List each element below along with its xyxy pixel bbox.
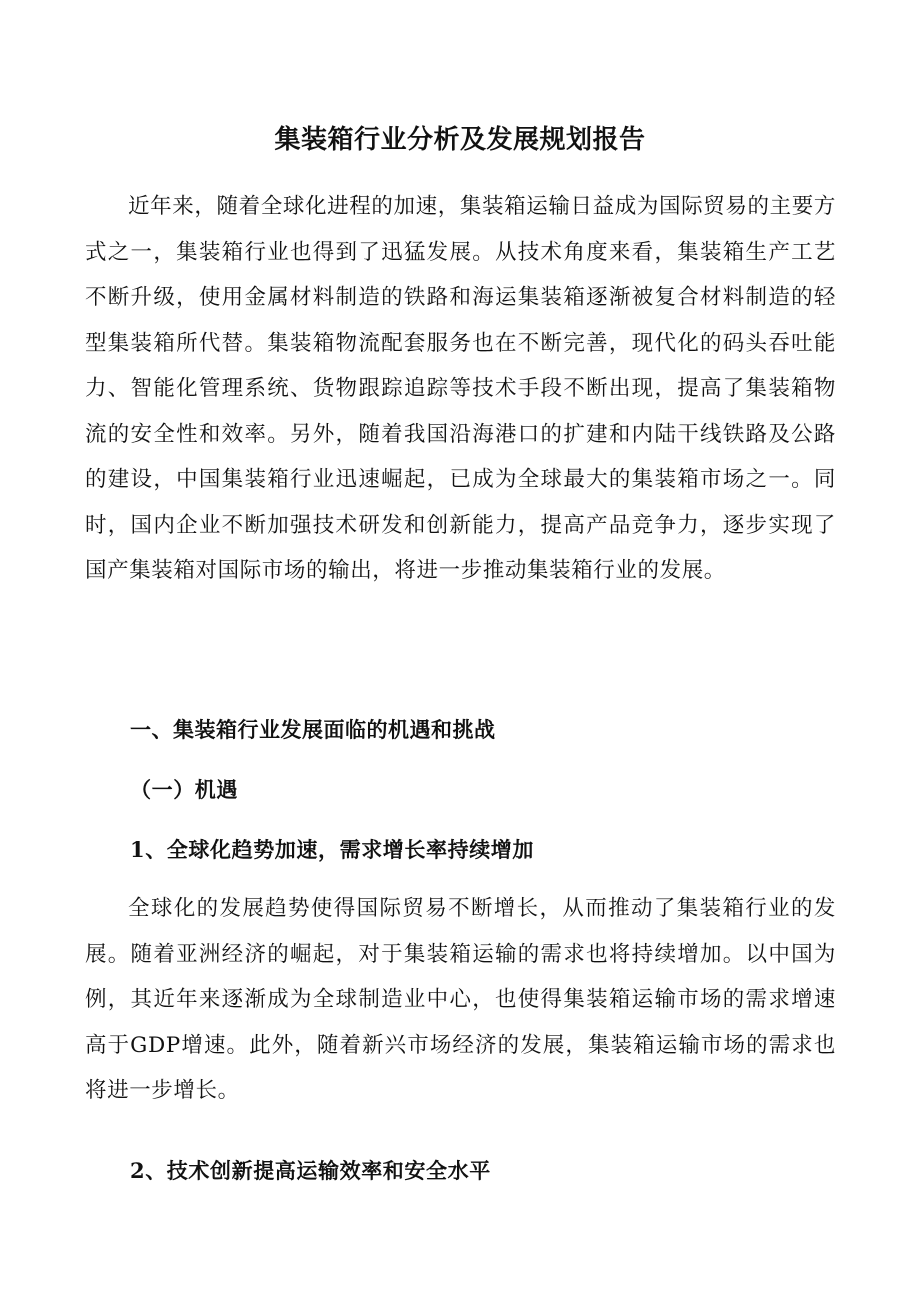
document-title: 集装箱行业分析及发展规划报告 — [274, 125, 646, 155]
item-paragraph-1: 全球化的发展趋势使得国际贸易不断增长，从而推动了集装箱行业的发展。随着亚洲经济的崛起，对于集装箱运输的需求也将持续增加。以中国为例，其近年来逐渐成为全球制造业中心，也使得集装箱运输市场的需求增速高于GDP增速。此外，随着新兴市场经济的发展，集装箱运输市场的需求也将进一步增长。 — [85, 896, 836, 1103]
item-heading-1: 1、全球化趋势加速，需求增长率持续增加 — [130, 837, 535, 862]
intro-paragraph: 近年来，随着全球化进程的加速，集装箱运输日益成为国际贸易的主要方式之一，集装箱行业也得到了迅猛发展。从技术角度来看，集装箱生产工艺不断升级，使用金属材料制造的铁路和海运集装箱逐渐被复合材料制造的轻型集装箱所代替。集装箱物流配套服务也在不断完善，现代化的码头吞吐能力、智能化管理系统、货物跟踪追踪等技术手段不断出现，提高了集装箱物流的安全性和效率。另外，随着我国沿海港口的扩建和内陆干线铁路及公路的建设，中国集装箱行业迅速崛起，已成为全球最大的集装箱市场之一。同时，国内企业不断加强技术研发和创新能力，提高产品竞争力，逐步实现了国产集装箱对国际市场的输出，将进一步推动集装箱行业的发展。 — [85, 194, 836, 583]
item-heading-2: 2、技术创新提高运输效率和安全水平 — [130, 1158, 491, 1183]
subsection-heading: （一）机遇 — [130, 777, 238, 802]
section-heading: 一、集装箱行业发展面临的机遇和挑战 — [130, 718, 496, 742]
